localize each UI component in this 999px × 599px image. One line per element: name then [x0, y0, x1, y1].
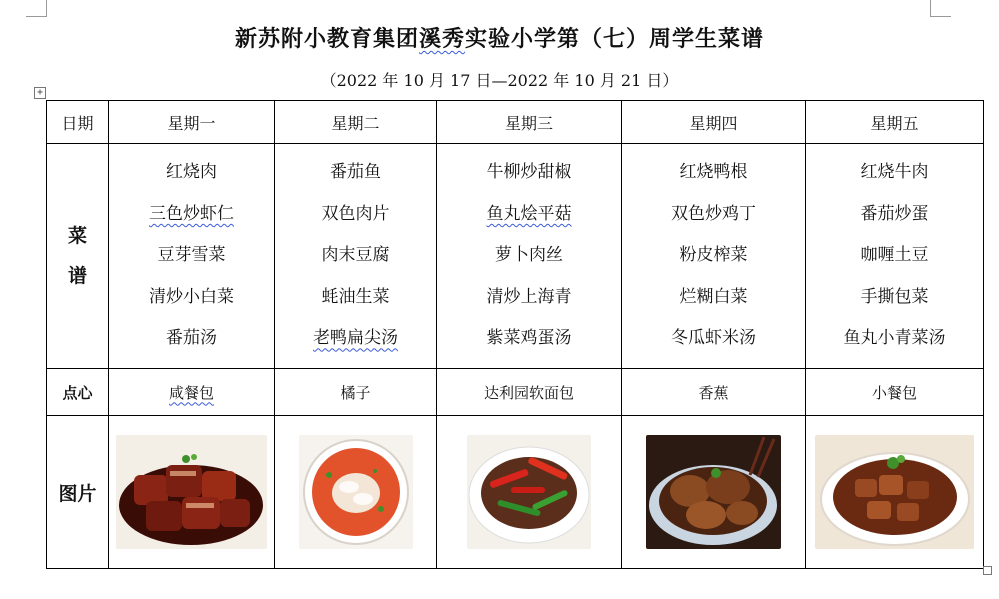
dish-item: 豆芽雪菜 — [157, 245, 226, 266]
day-header: 星期三 — [437, 101, 622, 144]
photo-cell — [622, 416, 806, 569]
photo-cell — [437, 416, 622, 569]
beef-pepper-photo — [467, 435, 591, 549]
dish-item: 清炒上海青 — [486, 286, 572, 307]
date-header-cell: 日期 — [47, 101, 109, 144]
menu-row-label: 菜 谱 — [47, 144, 109, 369]
dish-item: 老鸭扁尖汤 — [313, 328, 398, 349]
dish-item: 双色肉片 — [321, 203, 390, 224]
photo-cell — [109, 416, 275, 569]
dish-item: 番茄汤 — [166, 328, 217, 349]
dish-item: 咖喱土豆 — [860, 245, 929, 266]
snack-row — [47, 369, 984, 416]
dish-item: 鱼丸小青菜汤 — [843, 328, 946, 349]
braised-pork-photo — [116, 435, 267, 549]
picture-row-label: 图片 — [47, 416, 109, 569]
tomato-fish-soup-photo — [299, 435, 413, 549]
snack-cell: 咸餐包 — [109, 369, 275, 416]
dish-item: 番茄鱼 — [330, 162, 381, 183]
day-header: 星期四 — [622, 101, 806, 144]
day-menu-cell — [275, 144, 437, 369]
dish-item: 蚝油生菜 — [321, 286, 390, 307]
page-title: 新苏附小教育集团溪秀实验小学第（七）周学生菜谱 — [234, 26, 765, 52]
dish-item: 紫菜鸡蛋汤 — [486, 328, 572, 349]
page-corner-mark — [930, 0, 951, 17]
dish-item: 肉末豆腐 — [321, 245, 390, 266]
dish-item: 手撕包菜 — [860, 286, 929, 307]
day-header: 星期一 — [109, 101, 275, 144]
photo-cell — [275, 416, 437, 569]
dish-item: 粉皮榨菜 — [679, 245, 748, 266]
day-header: 星期五 — [806, 101, 984, 144]
dish-item: 红烧肉 — [166, 162, 217, 183]
snack-row-label: 点心 — [47, 369, 109, 416]
dish-item: 鱼丸烩平菇 — [486, 203, 572, 224]
snack-cell: 香蕉 — [622, 369, 806, 416]
weekly-menu-table — [46, 100, 984, 569]
braised-duck-photo — [646, 435, 781, 549]
dish-item: 三色炒虾仁 — [149, 203, 234, 224]
day-header: 星期二 — [275, 101, 437, 144]
dish-item: 红烧鸭根 — [679, 162, 748, 183]
beef-stew-photo — [815, 435, 974, 549]
snack-cell: 小餐包 — [806, 369, 984, 416]
dish-item: 红烧牛肉 — [860, 162, 929, 183]
day-menu-cell — [437, 144, 622, 369]
dish-item: 清炒小白菜 — [149, 286, 234, 307]
snack-cell: 橘子 — [275, 369, 437, 416]
day-menu-cell — [622, 144, 806, 369]
date-range-subtitle: （2022 年 10 月 17 日—2022 年 10 月 21 日） — [320, 71, 679, 90]
dish-item: 牛柳炒甜椒 — [486, 162, 572, 183]
table-resize-handle[interactable] — [983, 566, 992, 575]
page-corner-mark — [26, 0, 47, 17]
day-menu-cell — [109, 144, 275, 369]
dish-item: 萝卜肉丝 — [495, 245, 563, 266]
photo-cell — [806, 416, 984, 569]
dish-item: 番茄炒蛋 — [860, 203, 929, 224]
table-header-row — [47, 101, 984, 144]
dish-item: 双色炒鸡丁 — [671, 203, 756, 224]
picture-row — [47, 416, 984, 569]
day-menu-cell — [806, 144, 984, 369]
dish-item: 烂糊白菜 — [679, 286, 748, 307]
table-move-handle[interactable]: + — [34, 87, 46, 99]
snack-cell: 达利园软面包 — [437, 369, 622, 416]
dish-item: 冬瓜虾米汤 — [671, 328, 756, 349]
menu-row — [47, 144, 984, 369]
